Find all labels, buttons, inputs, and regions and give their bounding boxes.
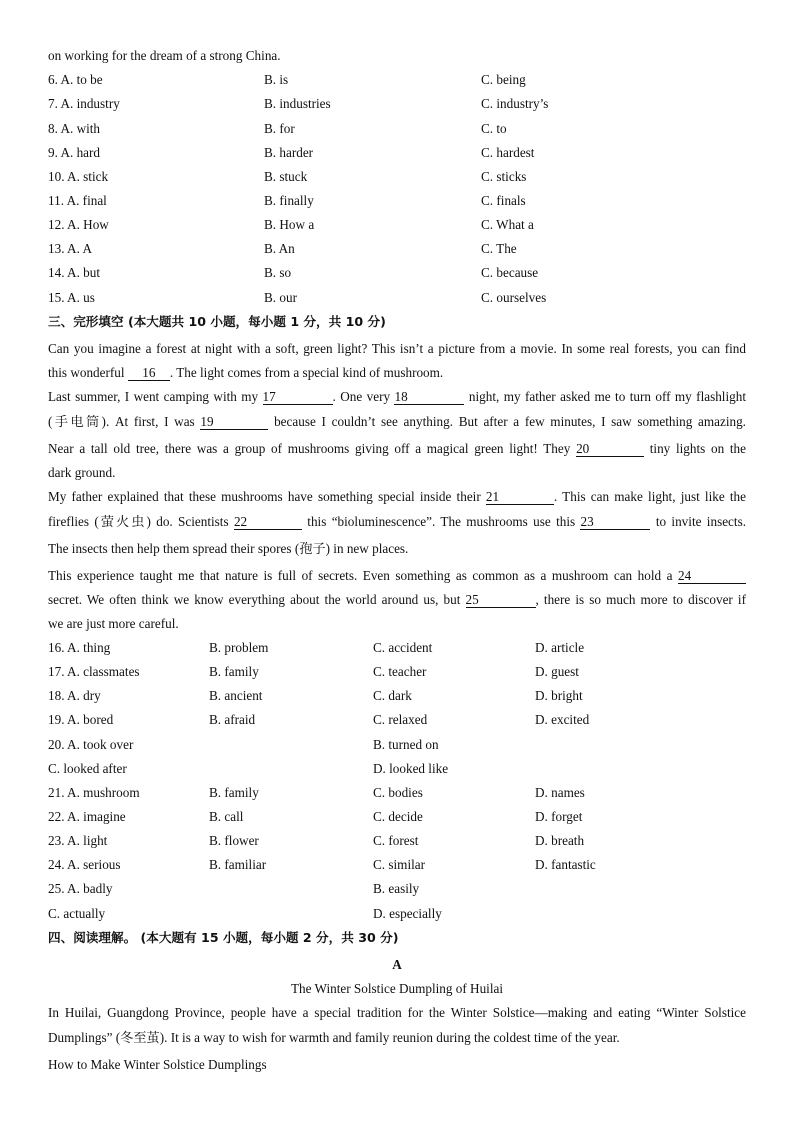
option-a: 14. A. but xyxy=(48,265,101,280)
blank-25: 25 xyxy=(466,593,536,608)
option-b: B. harder xyxy=(264,145,314,160)
option-c: C. decide xyxy=(373,809,423,824)
option-a: 10. A. stick xyxy=(48,169,109,184)
option-a: 13. A. A xyxy=(48,241,92,256)
option-a: 18. A. dry xyxy=(48,688,101,703)
option-c: C. accident xyxy=(373,640,433,655)
option-b: B. flower xyxy=(209,833,259,848)
blank-19: 19 xyxy=(200,415,268,430)
passage-line: dark ground. xyxy=(48,465,116,480)
option-c: C. The xyxy=(481,241,517,256)
blank-18: 18 xyxy=(394,390,464,405)
option-d: D. names xyxy=(535,785,585,800)
passage-line: secret. We often think we know everything about the world around us, but 25 , there is so much more to discover if xyxy=(48,592,746,607)
option-c: C. What a xyxy=(481,217,534,232)
passage-line: fireflies (萤火虫) do. Scientists 22 this “bioluminescence”. The mushrooms use this 23 to invite insects. xyxy=(48,514,746,529)
option-a: 7. A. industry xyxy=(48,96,120,111)
option-b: B. finally xyxy=(264,193,314,208)
option-c: C. dark xyxy=(373,688,412,703)
passage-line: we are just more careful. xyxy=(48,616,179,631)
option-b: B. An xyxy=(264,241,295,256)
option-a: 19. A. bored xyxy=(48,712,114,727)
option-c: C. forest xyxy=(373,833,419,848)
option-b: B. for xyxy=(264,121,295,136)
option-c: C. teacher xyxy=(373,664,427,679)
option-a: 6. A. to be xyxy=(48,72,103,87)
passage-letter: A xyxy=(392,957,402,972)
option-b: B. is xyxy=(264,72,289,87)
option-a: 9. A. hard xyxy=(48,145,101,160)
option-a: 16. A. thing xyxy=(48,640,111,655)
blank-16: 16 xyxy=(128,366,170,381)
option-b: B. stuck xyxy=(264,169,308,184)
passage-line: In Huilai, Guangdong Province, people have a special tradition for the Winter Solstice—making and eating “Winter Solstice xyxy=(48,1005,746,1020)
option-c: C. to xyxy=(481,121,507,136)
option-c: C. because xyxy=(481,265,539,280)
passage-line: The insects then help them spread their spores (孢子) in new places. xyxy=(48,541,409,556)
option-c: C. industry’s xyxy=(481,96,549,111)
passage-line: Can you imagine a forest at night with a soft, green light? This isn’t a picture from a movie. In some real forests, you can find xyxy=(48,341,746,356)
option-b: B. problem xyxy=(209,640,269,655)
blank-17: 17 xyxy=(263,390,333,405)
option-d: D. especially xyxy=(373,906,442,921)
option-b: B. How a xyxy=(264,217,315,232)
option-b: B. afraid xyxy=(209,712,256,727)
option-b: B. ancient xyxy=(209,688,263,703)
option-a: 24. A. serious xyxy=(48,857,121,872)
option-d: D. fantastic xyxy=(535,857,596,872)
option-d: D. bright xyxy=(535,688,583,703)
section3-heading: 三、完形填空 (本大题共 10 小题，每小题 1 分，共 10 分) xyxy=(48,314,386,329)
option-b: B. familiar xyxy=(209,857,267,872)
option-d: D. looked like xyxy=(373,761,449,776)
passage-line: (手电筒). At first, I was 19 because I couldn’t see anything. But after a few minutes, I saw something amazing. xyxy=(48,414,746,429)
option-b: B. family xyxy=(209,664,259,679)
option-b: B. industries xyxy=(264,96,331,111)
blank-24: 24 xyxy=(678,569,746,584)
option-d: D. article xyxy=(535,640,585,655)
passage-line: this wonderful 16 . The light comes from a special kind of mushroom. xyxy=(48,365,444,380)
option-d: D. forget xyxy=(535,809,583,824)
passage-line: Last summer, I went camping with my 17 . One very 18 night, my father asked me to turn off my flashlight xyxy=(48,389,746,404)
option-a: 15. A. us xyxy=(48,290,95,305)
option-c: C. finals xyxy=(481,193,526,208)
intro-line: on working for the dream of a strong China. xyxy=(48,48,281,63)
option-d: D. breath xyxy=(535,833,585,848)
subheading: How to Make Winter Solstice Dumplings xyxy=(48,1057,267,1072)
option-c: C. actually xyxy=(48,906,106,921)
option-b: B. easily xyxy=(373,881,420,896)
section4-heading: 四、阅读理解。 (本大题有 15 小题，每小题 2 分，共 30 分) xyxy=(48,930,399,945)
option-a: 23. A. light xyxy=(48,833,108,848)
option-d: D. guest xyxy=(535,664,579,679)
option-b: B. family xyxy=(209,785,259,800)
passage-line: Near a tall old tree, there was a group of mushrooms giving off a magical green light! They 20 tiny lights on the xyxy=(48,441,746,456)
option-b: B. call xyxy=(209,809,244,824)
option-a: 8. A. with xyxy=(48,121,101,136)
passage-title: The Winter Solstice Dumpling of Huilai xyxy=(290,981,504,996)
blank-21: 21 xyxy=(486,490,554,505)
option-b: B. so xyxy=(264,265,292,280)
option-a: 22. A. imagine xyxy=(48,809,126,824)
blank-22: 22 xyxy=(234,515,302,530)
option-a: 25. A. badly xyxy=(48,881,113,896)
option-b: B. our xyxy=(264,290,297,305)
option-b: B. turned on xyxy=(373,737,439,752)
option-c: C. bodies xyxy=(373,785,423,800)
option-c: C. ourselves xyxy=(481,290,547,305)
option-a: 12. A. How xyxy=(48,217,109,232)
option-d: D. excited xyxy=(535,712,590,727)
option-a: 17. A. classmates xyxy=(48,664,140,679)
passage-line: Dumplings” (冬至茧). It is a way to wish for warmth and family reunion during the coldest time of the year. xyxy=(48,1030,620,1045)
blank-23: 23 xyxy=(580,515,650,530)
option-a: 21. A. mushroom xyxy=(48,785,140,800)
option-c: C. looked after xyxy=(48,761,127,776)
passage-line: My father explained that these mushrooms have something special inside their 21 . This can make light, just like the xyxy=(48,489,746,504)
option-c: C. relaxed xyxy=(373,712,428,727)
option-a: 11. A. final xyxy=(48,193,107,208)
option-c: C. being xyxy=(481,72,526,87)
option-a: 20. A. took over xyxy=(48,737,134,752)
option-c: C. similar xyxy=(373,857,426,872)
option-c: C. hardest xyxy=(481,145,535,160)
option-c: C. sticks xyxy=(481,169,527,184)
passage-line: This experience taught me that nature is full of secrets. Even something as common as a mushroom can hold a 24 xyxy=(48,568,746,584)
blank-20: 20 xyxy=(576,442,644,457)
